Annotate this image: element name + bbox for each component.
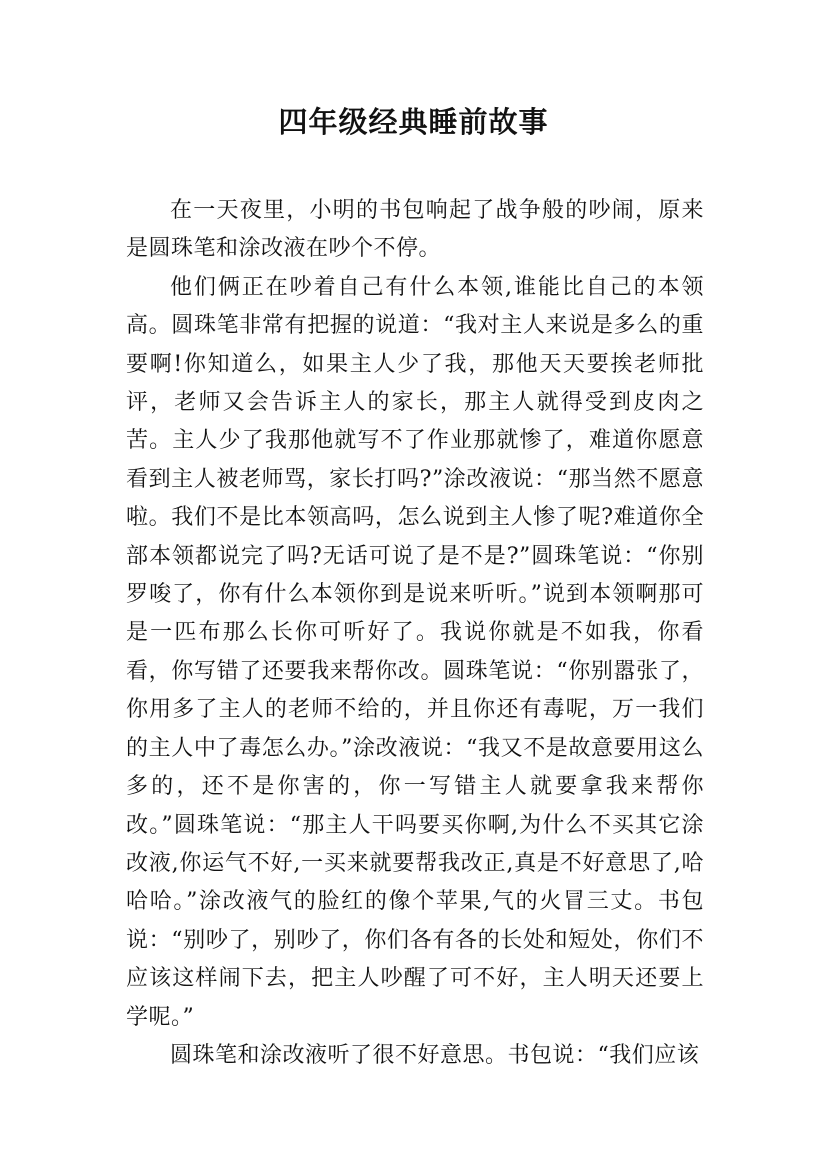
paragraph-1: 在一天夜里，小明的书包响起了战争般的吵闹，原来是圆珠笔和涂改液在吵个不停。 [126, 198, 704, 262]
story-body [126, 192, 704, 1075]
page-title: 四年级经典睡前故事 [278, 105, 549, 139]
paragraph-3: 圆珠笔和涂改液听了很不好意思。书包说：“我们应该 [170, 1042, 700, 1068]
paragraph-2: 他们俩正在吵着自己有什么本领,谁能比自己的本领高。圆珠笔非常有把握的说道：“我对主人来说是多么的重要啊!你知道么，如果主人少了我，那他天天要挨老师批评，老师又会告诉主人的家长，那主人就得受到皮肉之苦。主人少了我那他就写不了作业那就惨了，难道你愿意看到主人被老师骂，家长打吗?”涂改液说：“那当然不愿意啦。我们不是比本领高吗，怎么说到主人惨了呢?难道你全部本领都说完了吗?无话可说了是不是?”圆珠笔说：“你别罗唆了，你有什么本领你到是说来听听。”说到本领啊那可是一匹布那么长你可听好了。我说你就是不如我，你看看，你写错了还要我来帮你改。圆珠笔说：“你别嚣张了，你用多了主人的老师不给的，并且你还有毒呢，万一我们的主人中了毒怎么办。”涂改液说：“我又不是故意要用这么多的，还不是你害的，你一写错主人就要拿我来帮你改。”圆珠笔说：“那主人干吗要买你啊,为什么不买其它涂改液,你运气不好,一买来就要帮我改正,真是不好意思了,哈哈哈。”涂改液气的脸红的像个苹果,气的火冒三丈。书包说：“别吵了，别吵了，你们各有各的长处和短处，你们不应该这样闹下去，把主人吵醒了可不好，主人明天还要上学呢。” [126, 274, 704, 1030]
